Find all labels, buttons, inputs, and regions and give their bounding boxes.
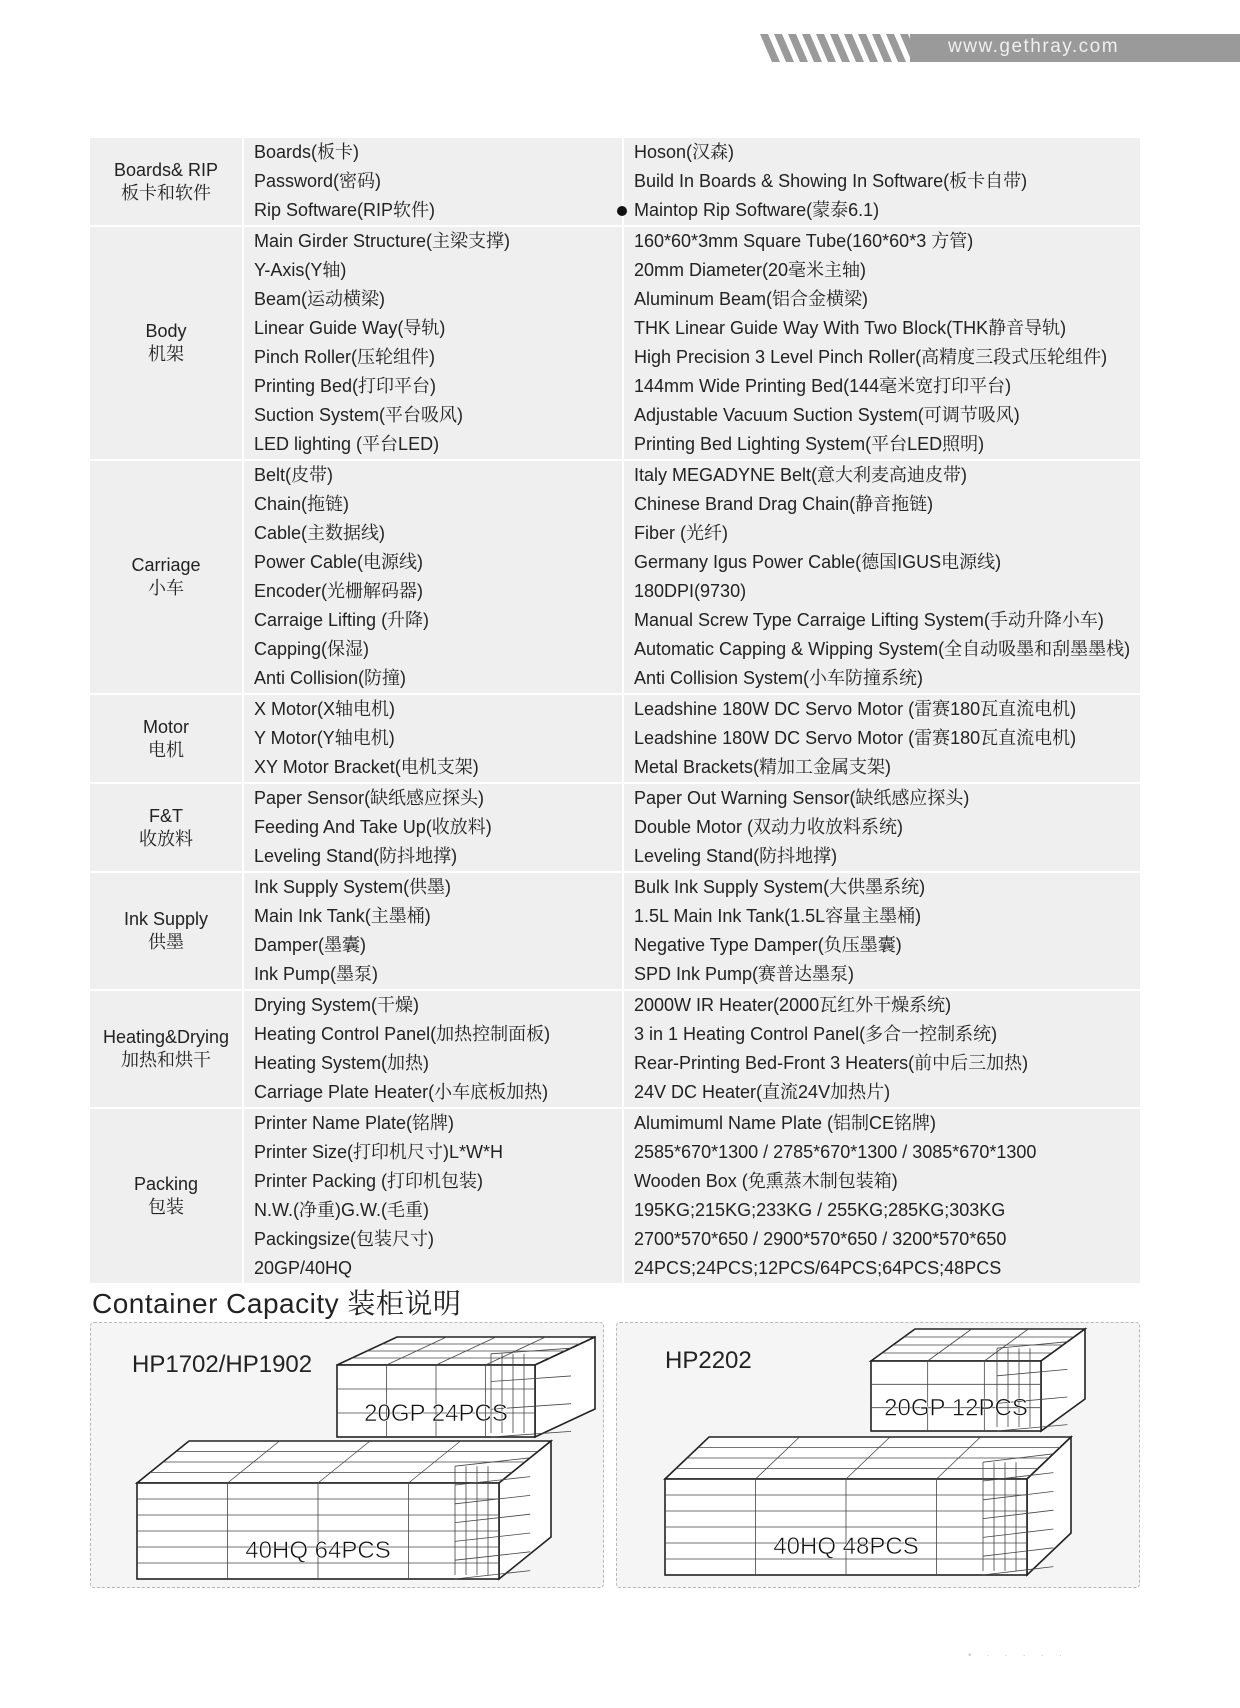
spec-item: Capping(保湿) bbox=[254, 639, 370, 659]
spec-item: Carriage Plate Heater(小车底板加热) bbox=[254, 1082, 549, 1102]
spec-item: Heating System(加热) bbox=[254, 1053, 430, 1073]
spec-item: Printer Size(打印机尺寸)L*W*H bbox=[254, 1142, 504, 1162]
spec-value-text: Build In Boards & Showing In Software(板卡自带) bbox=[634, 171, 1028, 191]
container-illustration bbox=[91, 1323, 603, 1587]
spec-item: Drying System(干燥) bbox=[254, 995, 420, 1015]
spec-value-text: Manual Screw Type Carraige Lifting System(手动升降小车) bbox=[634, 610, 1104, 630]
spec-value bbox=[634, 461, 1140, 490]
spec-item: Belt(皮带) bbox=[254, 465, 334, 485]
spec-value bbox=[634, 931, 1140, 960]
spec-value-text: Chinese Brand Drag Chain(静音拖链) bbox=[634, 494, 934, 514]
spec-items bbox=[243, 1108, 623, 1283]
spec-values bbox=[623, 990, 1140, 1108]
spec-value bbox=[634, 227, 1140, 256]
spec-value-text: Leveling Stand(防抖地撑) bbox=[634, 846, 838, 866]
spec-item: Heating Control Panel(加热控制面板) bbox=[254, 1024, 551, 1044]
category-cn: 板卡和软件 bbox=[121, 182, 211, 203]
spec-value bbox=[634, 784, 1140, 813]
spec-row bbox=[90, 1108, 1140, 1283]
spec-value-text: Maintop Rip Software(蒙泰6.1) bbox=[634, 200, 880, 220]
spec-row bbox=[90, 872, 1140, 990]
spec-row bbox=[90, 138, 1140, 226]
spec-item: Printing Bed(打印平台) bbox=[254, 376, 437, 396]
spec-value bbox=[634, 635, 1140, 664]
spec-value-text: Negative Type Damper(负压墨囊) bbox=[634, 935, 902, 955]
spec-value-text: Rear-Printing Bed-Front 3 Heaters(前中后三加热) bbox=[634, 1053, 1029, 1073]
spec-value-text: Germany Igus Power Cable(德国IGUS电源线) bbox=[634, 552, 1002, 572]
spec-category bbox=[90, 1108, 243, 1283]
spec-category bbox=[90, 783, 243, 872]
spec-item: Paper Sensor(缺纸感应探头) bbox=[254, 788, 485, 808]
spec-items bbox=[243, 990, 623, 1108]
spec-item: Printer Packing (打印机包装) bbox=[254, 1171, 484, 1191]
spec-value-text: Hoson(汉森) bbox=[634, 142, 735, 162]
container-40hq-box bbox=[137, 1441, 551, 1579]
spec-value-text: Anti Collision System(小车防撞系统) bbox=[634, 668, 924, 688]
spec-value-text: 180DPI(9730) bbox=[634, 581, 747, 601]
spec-item: Anti Collision(防撞) bbox=[254, 668, 407, 688]
spec-value bbox=[634, 842, 1140, 871]
spec-value bbox=[634, 577, 1140, 606]
spec-value bbox=[634, 695, 1140, 724]
spec-item: XY Motor Bracket(电机支架) bbox=[254, 757, 479, 777]
spec-value bbox=[634, 285, 1140, 314]
spec-item: Linear Guide Way(导轨) bbox=[254, 318, 446, 338]
spec-items bbox=[243, 694, 623, 783]
spec-value-text: 144mm Wide Printing Bed(144毫米宽打印平台) bbox=[634, 376, 1012, 396]
category-en: Body bbox=[145, 321, 187, 341]
spec-value-text: 195KG;215KG;233KG / 255KG;285KG;303KG bbox=[634, 1200, 1006, 1220]
spec-value-text: Fiber (光纤) bbox=[634, 523, 728, 543]
spec-items bbox=[243, 226, 623, 460]
category-cn: 机架 bbox=[148, 344, 184, 364]
spec-item: Encoder(光栅解码器) bbox=[254, 581, 424, 601]
container-40hq-box-label: 40HQ 48PCS bbox=[773, 1532, 919, 1560]
container-20gp-box bbox=[337, 1337, 595, 1437]
category-en: Motor bbox=[142, 716, 189, 737]
spec-value bbox=[634, 1020, 1140, 1049]
spec-value bbox=[634, 314, 1140, 343]
spec-item: Y Motor(Y轴电机) bbox=[254, 728, 395, 748]
spec-category bbox=[90, 872, 243, 990]
spec-item: Ink Supply System(供墨) bbox=[254, 877, 452, 897]
spec-item: Suction System(平台吸风) bbox=[254, 405, 464, 425]
spec-value-text: 24PCS;24PCS;12PCS/64PCS;64PCS;48PCS bbox=[634, 1258, 1002, 1278]
panel-model-title: HP2202 bbox=[665, 1347, 752, 1374]
category-en: F&T bbox=[149, 805, 183, 826]
spec-category bbox=[90, 460, 243, 694]
spec-value bbox=[634, 960, 1140, 989]
spec-items bbox=[243, 138, 623, 226]
spec-row bbox=[90, 990, 1140, 1108]
spec-value bbox=[634, 167, 1140, 196]
spec-items bbox=[243, 460, 623, 694]
spec-item: Password(密码) bbox=[254, 171, 382, 191]
spec-value bbox=[634, 1078, 1140, 1107]
spec-item: Ink Pump(墨泵) bbox=[254, 964, 379, 984]
category-cn: 电机 bbox=[148, 739, 184, 760]
spec-item: Leveling Stand(防抖地撑) bbox=[254, 846, 458, 866]
spec-value-text: SPD Ink Pump(赛普达墨泵) bbox=[634, 964, 855, 984]
panel-model-title: HP1702/HP1902 bbox=[132, 1351, 313, 1378]
spec-items bbox=[243, 783, 623, 872]
spec-row bbox=[90, 460, 1140, 694]
spec-item: Packingsize(包装尺寸) bbox=[254, 1229, 435, 1249]
spec-value-text: Double Motor (双动力收放料系统) bbox=[634, 817, 904, 837]
spec-category bbox=[90, 226, 243, 460]
spec-value bbox=[634, 902, 1140, 931]
spec-item: Main Ink Tank(主墨桶) bbox=[254, 906, 431, 926]
spec-item: Chain(拖链) bbox=[254, 494, 350, 514]
spec-value bbox=[634, 196, 1140, 225]
spec-value-text: Metal Brackets(精加工金属支架) bbox=[634, 757, 892, 777]
spec-value-text: THK Linear Guide Way With Two Block(THK静音导轨) bbox=[634, 318, 1067, 338]
spec-values bbox=[623, 694, 1140, 783]
spec-value bbox=[634, 401, 1140, 430]
spec-value bbox=[634, 664, 1140, 693]
spec-item: Boards(板卡) bbox=[254, 142, 360, 162]
spec-item: Rip Software(RIP软件) bbox=[254, 200, 436, 220]
spec-value bbox=[634, 430, 1140, 459]
container-40hq-box-label: 40HQ 64PCS bbox=[245, 1536, 391, 1564]
category-cn: 供墨 bbox=[148, 932, 184, 952]
category-en: Packing bbox=[133, 1174, 199, 1194]
spec-value-text: High Precision 3 Level Pinch Roller(高精度三段式压轮组件) bbox=[634, 347, 1108, 367]
spec-value bbox=[634, 724, 1140, 753]
spec-value-text: Leadshine 180W DC Servo Motor (雷赛180瓦直流电机) bbox=[634, 728, 1077, 748]
spec-value bbox=[634, 1167, 1140, 1196]
spec-item: N.W.(净重)G.W.(毛重) bbox=[254, 1200, 429, 1220]
spec-value-text: Alumimuml Name Plate (铝制CE铭牌) bbox=[634, 1113, 937, 1133]
spec-value bbox=[634, 372, 1140, 401]
spec-value-text: Printing Bed Lighting System(平台LED照明) bbox=[634, 434, 985, 454]
spec-category bbox=[90, 138, 243, 226]
spec-table bbox=[90, 138, 1140, 1283]
spec-value bbox=[634, 343, 1140, 372]
container-20gp-box bbox=[871, 1329, 1085, 1431]
spec-item: X Motor(X轴电机) bbox=[254, 699, 396, 719]
spec-item: Main Girder Structure(主梁支撑) bbox=[254, 231, 511, 251]
spec-item: Pinch Roller(压轮组件) bbox=[254, 347, 436, 367]
spec-row bbox=[90, 226, 1140, 460]
category-en: Heating&Drying bbox=[102, 1027, 230, 1047]
spec-value bbox=[634, 1254, 1140, 1283]
spec-items bbox=[243, 872, 623, 990]
spec-values bbox=[623, 1108, 1140, 1283]
container-20gp-box-label: 20GP 12PCS bbox=[884, 1394, 1028, 1422]
website-url: www.gethray.com bbox=[948, 36, 1120, 57]
spec-values bbox=[623, 872, 1140, 990]
spec-values bbox=[623, 138, 1140, 226]
spec-value-text: Bulk Ink Supply System(大供墨系统) bbox=[634, 877, 926, 897]
category-en: Boards& RIP bbox=[113, 159, 219, 180]
spec-value bbox=[634, 490, 1140, 519]
spec-item: LED lighting (平台LED) bbox=[254, 434, 440, 454]
spec-item: Power Cable(电源线) bbox=[254, 552, 424, 572]
spec-value-text: Aluminum Beam(铝合金横梁) bbox=[634, 289, 869, 309]
spec-value-text: 2700*570*650 / 2900*570*650 / 3200*570*650 bbox=[634, 1229, 1007, 1249]
category-cn: 收放料 bbox=[139, 828, 193, 849]
category-en: Carriage bbox=[131, 555, 201, 575]
spec-value bbox=[634, 256, 1140, 285]
spec-value bbox=[634, 1225, 1140, 1254]
spec-value-text: 160*60*3mm Square Tube(160*60*3 方管) bbox=[634, 231, 974, 251]
spec-value-text: 2585*670*1300 / 2785*670*1300 / 3085*670*1300 bbox=[634, 1142, 1037, 1162]
spec-value bbox=[634, 548, 1140, 577]
spec-value-text: Wooden Box (免熏蒸木制包装箱) bbox=[634, 1171, 898, 1191]
category-cn: 加热和烘干 bbox=[121, 1050, 211, 1070]
category-cn: 小车 bbox=[148, 578, 184, 598]
spec-value bbox=[634, 813, 1140, 842]
spec-value bbox=[634, 753, 1140, 782]
spec-row bbox=[90, 694, 1140, 783]
container-illustration bbox=[617, 1323, 1139, 1587]
spec-value-text: Paper Out Warning Sensor(缺纸感应探头) bbox=[634, 788, 970, 808]
spec-value bbox=[634, 1138, 1140, 1167]
spec-values bbox=[623, 226, 1140, 460]
bullet-icon bbox=[617, 206, 627, 216]
spec-values bbox=[623, 783, 1140, 872]
spec-row bbox=[90, 783, 1140, 872]
spec-item: Printer Name Plate(铭牌) bbox=[254, 1113, 455, 1133]
spec-item: Beam(运动横梁) bbox=[254, 289, 386, 309]
spec-value-text: 1.5L Main Ink Tank(1.5L容量主墨桶) bbox=[634, 906, 922, 926]
container-40hq-box bbox=[665, 1437, 1071, 1575]
spec-value-text: 3 in 1 Heating Control Panel(多合一控制系统) bbox=[634, 1024, 998, 1044]
container-20gp-box-label: 20GP 24PCS bbox=[364, 1400, 508, 1428]
spec-item: Y-Axis(Y轴) bbox=[254, 260, 347, 280]
spec-value-text: 20mm Diameter(20毫米主轴) bbox=[634, 260, 867, 280]
spec-value-text: Adjustable Vacuum Suction System(可调节吸风) bbox=[634, 405, 1020, 425]
spec-value bbox=[634, 991, 1140, 1020]
spec-value-text: 24V DC Heater(直流24V加热片) bbox=[634, 1082, 891, 1102]
header-stripes-decoration bbox=[760, 34, 920, 62]
spec-value bbox=[634, 873, 1140, 902]
spec-category bbox=[90, 694, 243, 783]
spec-value-text: Leadshine 180W DC Servo Motor (雷赛180瓦直流电机) bbox=[634, 699, 1077, 719]
spec-category bbox=[90, 990, 243, 1108]
footer-decoration: • · · · · · bbox=[968, 1650, 1069, 1661]
spec-value bbox=[634, 606, 1140, 635]
spec-value bbox=[634, 519, 1140, 548]
spec-item: Cable(主数据线) bbox=[254, 523, 386, 543]
spec-value bbox=[634, 1109, 1140, 1138]
spec-value bbox=[634, 1049, 1140, 1078]
spec-values bbox=[623, 460, 1140, 694]
container-capacity-title: Container Capacity 装柜说明 bbox=[92, 1288, 462, 1319]
spec-value bbox=[634, 138, 1140, 167]
spec-item: Feeding And Take Up(收放料) bbox=[254, 817, 492, 837]
spec-item: 20GP/40HQ bbox=[254, 1258, 353, 1278]
spec-value-text: Italy MEGADYNE Belt(意大利麦高迪皮带) bbox=[634, 465, 968, 485]
category-cn: 包装 bbox=[148, 1197, 184, 1217]
spec-value-text: Automatic Capping & Wipping System(全自动吸墨和刮墨墨栈) bbox=[634, 639, 1131, 659]
spec-item: Damper(墨囊) bbox=[254, 935, 367, 955]
container-panel-hp2202 bbox=[616, 1322, 1140, 1588]
category-en: Ink Supply bbox=[123, 909, 209, 929]
container-panel-hp1702 bbox=[90, 1322, 604, 1588]
spec-value-text: 2000W IR Heater(2000瓦红外干燥系统) bbox=[634, 995, 952, 1015]
spec-item: Carraige Lifting (升降) bbox=[254, 610, 430, 630]
spec-value bbox=[634, 1196, 1140, 1225]
